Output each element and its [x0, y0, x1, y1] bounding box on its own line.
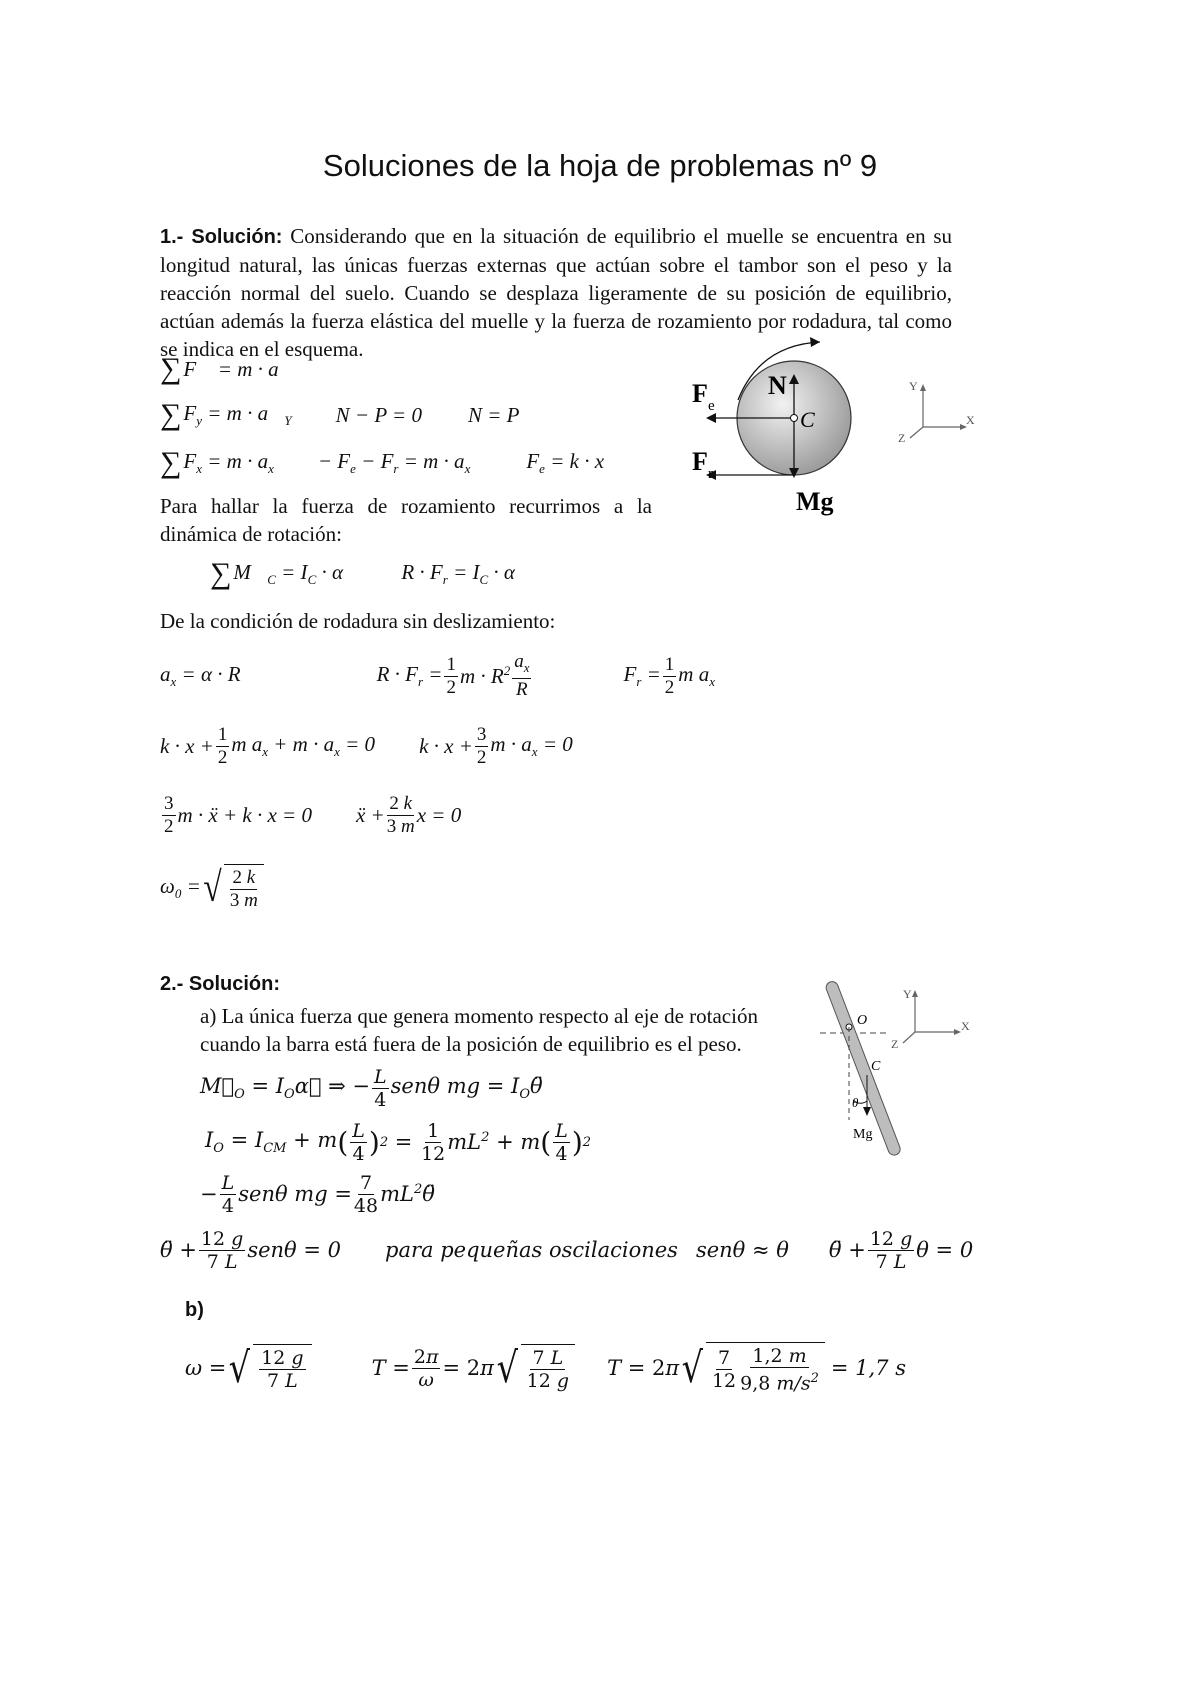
drum-diagram — [680, 330, 1010, 530]
label-theta: θ — [852, 1095, 859, 1110]
problem-1-intro-text: Considerando que en la situación de equilibrio el muelle se encuentra en su longitud natural, las únicas fuerzas externas que actúan sobre el tambor son el peso y la reacción normal del suelo. Cuando se desplaza ligeramente de su posición de equilibrio, actúan además la fuerza elástica del muelle y la fuerza de rozamiento por rodadura, tal como se indica en el esquema. — [160, 224, 953, 361]
axis-x-label: X — [966, 413, 975, 427]
label-Fe: F — [692, 379, 708, 408]
eq-rolling: $a_x = \alpha \cdot R$ $R \cdot F_r$ = $\frac{1}{2}$ $m \cdot R^2$ $\frac{a_x}{R}$ $F_r$ = $\frac{1}{2}$ m $a_x$ — [160, 650, 715, 701]
eq-sum-forces: k · x + $\frac{1}{2}$ m $a_x + m \cdot a_x = 0$ k · x + $\frac{3}{2}$ $m \cdot a_x = 0$ — [160, 723, 573, 768]
label-Mg: Mg — [796, 487, 834, 516]
axis-y-label: Y — [909, 379, 918, 393]
axis-y-label-2: Y — [903, 987, 912, 1001]
label-N: N — [768, 371, 787, 400]
eq-period: ω = √ $\frac{12 g}{7 L}$ T = $\frac{2\pi}{\omega}$ = 2π √ $\frac{7 L}{12 g}$ T = 2π √ $\frac{7}{12}$ $\frac{1,2 m}{9,8 m/s^2}$ = 1,7 s — [185, 1342, 906, 1395]
label-O: O — [857, 1013, 868, 1028]
label-Mg2: Mg — [853, 1127, 873, 1142]
axis-z-label: Z — [898, 431, 906, 445]
problem-2-a-text: a) La única fuerza que genera momento respecto al eje de rotación cuando la barra está fuera de la posición de equilibrio es el peso. — [200, 1004, 758, 1056]
axes-icon — [910, 388, 963, 438]
axis-z-label-2: Z — [891, 1037, 899, 1051]
rolling-text: De la condición de rodadura sin deslizamiento: — [160, 609, 556, 633]
label-Fe-sub: e — [708, 398, 715, 414]
eq-rotation: ∑ $M⃗_C = I_C$ · α⃗ $R \cdot F_r = I_C \cdot \alpha$ — [210, 557, 515, 590]
part-b-label: b) — [185, 1299, 204, 1321]
problem-2-heading: 2.- Solución: — [160, 973, 280, 995]
eq-newton-x: ∑ $F_x = m \cdot a_x$ − $F_e - F_r = m \cdot a_x$ $F_e = k \cdot x$ — [160, 446, 605, 479]
bar-pendulum-diagram — [815, 960, 995, 1170]
eq-newton-vector: ∑ F⃗ = m · a⃗ — [160, 352, 295, 385]
label-C: C — [800, 407, 815, 432]
eq-pendulum: θ̈ + $\frac{12 g}{7 L}$ senθ = 0 para pequeñas oscilaciones senθ ≈ θ θ̈ + $\frac{12 g}{7 L}$ θ = 0 — [160, 1227, 974, 1273]
axes-icon-2 — [903, 994, 957, 1043]
label-C2: C — [871, 1059, 881, 1074]
eq-moment-O: $M⃗_O$ = $I_O\alpha⃗$ ⇒ − $\frac{L}{4}$ senθ mg = $I_O\thetä$ — [200, 1065, 543, 1111]
axis-x-label-2: X — [961, 1019, 970, 1033]
page-title: Soluciones de la hoja de problemas nº 9 — [322, 148, 878, 183]
small-oscillations-text: para pequeñas oscilaciones — [385, 1238, 678, 1262]
rotation-text: Para hallar la fuerza de rozamiento recurrimos a la dinámica de rotación: — [160, 494, 652, 546]
eq-newton-y: ∑ $F_y = m$ · $a⃗_Y$ N − P = 0 N = P — [160, 398, 520, 431]
label-Fr: F — [692, 447, 708, 476]
label-Fr-sub: r — [708, 466, 713, 482]
eq-omega0: $\omega_0$ = √ $\frac{2 k}{3 m}$ — [160, 856, 264, 920]
eq-oscillator: $\frac{3}{2}$ m · ẍ + k · x = 0 ẍ + $\frac{2 k}{3 m}$ x = 0 — [164, 792, 462, 837]
eq-torque-balance: − $\frac{L}{4}$ senθ mg = $\frac{7}{48}$ $mL^2\thetä$ — [200, 1171, 435, 1217]
period-result: = 1,7 s — [830, 1356, 906, 1380]
eq-inertia-O: $I_O = I_{CM} + m$ ( $\frac{L}{4}$ ) 2 = $\frac{1}{12}$ $mL^2 + m$ ( $\frac{L}{4}$ ) 2 — [205, 1119, 592, 1165]
problem-1-heading: 1.- Solución: — [160, 226, 283, 248]
